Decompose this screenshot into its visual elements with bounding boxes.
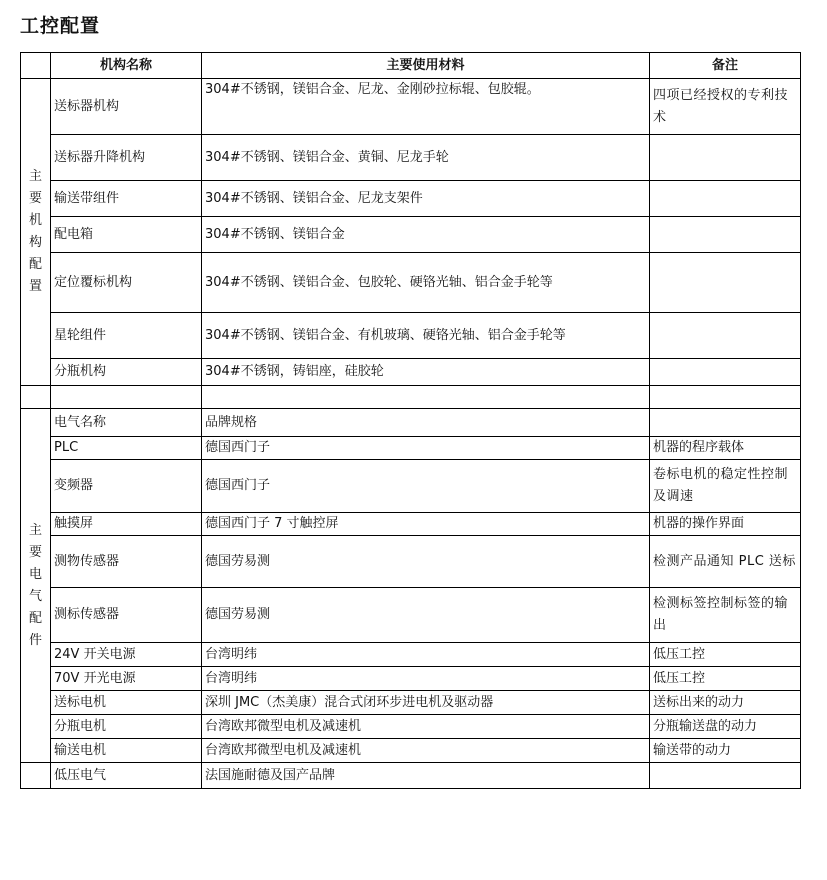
row-material: 德国西门子 [202, 460, 650, 513]
row-name: 输送电机 [51, 739, 202, 763]
row-material: 304#不锈钢、镁铝合金、黄铜、尼龙手轮 [202, 135, 650, 181]
document-title: 工控配置 [20, 15, 101, 37]
row-material: 304#不锈钢、镁铝合金、包胶轮、硬铬光轴、铝合金手轮等 [202, 253, 650, 313]
row-note: 机器的程序载体 [650, 437, 801, 460]
table-row [21, 513, 801, 536]
table-row [21, 253, 801, 313]
row-name: 分瓶电机 [51, 715, 202, 739]
row-name: PLC [51, 437, 202, 460]
table-row [21, 359, 801, 386]
row-note: 机器的操作界面 [650, 513, 801, 536]
row-name: 测标传感器 [51, 588, 202, 643]
row-name: 触摸屏 [51, 513, 202, 536]
row-material: 品牌规格 [202, 409, 650, 437]
row-name: 送标电机 [51, 691, 202, 715]
header-row [21, 53, 801, 79]
blank-cell [21, 386, 51, 409]
row-material: 台湾明纬 [202, 667, 650, 691]
row-name: 送标器升降机构 [51, 135, 202, 181]
row-note: 分瓶输送盘的动力 [650, 715, 801, 739]
row-material: 深圳 JMC（杰美康）混合式闭环步进电机及驱动器 [202, 691, 650, 715]
row-material: 德国劳易测 [202, 536, 650, 588]
row-name: 测物传感器 [51, 536, 202, 588]
table-row [21, 536, 801, 588]
row-material: 德国西门子 7 寸触控屏 [202, 513, 650, 536]
mechanical-group-label: 主 要 机 构 配 置 [21, 79, 51, 386]
table-row [21, 643, 801, 667]
row-material: 法国施耐德及国产品牌 [202, 763, 650, 789]
table-row [21, 135, 801, 181]
row-note [650, 217, 801, 253]
row-material: 304#不锈钢、镁铝合金、尼龙支架件 [202, 181, 650, 217]
header-material: 主要使用材料 [202, 53, 650, 79]
row-material: 304#不锈钢，镁铝合金、尼龙、金刚砂拉标辊、包胶辊。 [202, 79, 650, 135]
row-name: 星轮组件 [51, 313, 202, 359]
row-note: 低压工控 [650, 667, 801, 691]
row-name: 分瓶机构 [51, 359, 202, 386]
table-row [21, 691, 801, 715]
table-row [21, 217, 801, 253]
row-material: 德国劳易测 [202, 588, 650, 643]
table-row [21, 437, 801, 460]
row-note [650, 359, 801, 386]
row-material: 304#不锈钢，铸铝座，硅胶轮 [202, 359, 650, 386]
header-note: 备注 [650, 53, 801, 79]
blank-separator-row [21, 386, 801, 409]
header-group [21, 53, 51, 79]
row-note [650, 253, 801, 313]
row-material: 台湾欧邦微型电机及减速机 [202, 715, 650, 739]
row-note [650, 409, 801, 437]
row-name: 电气名称 [51, 409, 202, 437]
row-name: 24V 开关电源 [51, 643, 202, 667]
row-material: 台湾欧邦微型电机及减速机 [202, 739, 650, 763]
blank-cell [650, 386, 801, 409]
table-row [21, 409, 801, 437]
table-row [21, 763, 801, 789]
row-material: 德国西门子 [202, 437, 650, 460]
row-note: 送标出来的动力 [650, 691, 801, 715]
table-row [21, 79, 801, 135]
row-note [650, 763, 801, 789]
blank-cell [202, 386, 650, 409]
row-note: 检测标签控制标签的输出 [650, 588, 801, 643]
config-table [20, 52, 801, 789]
row-name: 定位覆标机构 [51, 253, 202, 313]
row-note [650, 313, 801, 359]
row-note: 四项已经授权的专利技术 [650, 79, 801, 135]
row-material: 304#不锈钢、镁铝合金、有机玻璃、硬铬光轴、铝合金手轮等 [202, 313, 650, 359]
table-row [21, 715, 801, 739]
table-row [21, 667, 801, 691]
row-name: 输送带组件 [51, 181, 202, 217]
electrical-group-label: 主 要 电 气 配 件 [21, 409, 51, 763]
table-row [21, 181, 801, 217]
blank-cell [51, 386, 202, 409]
row-note: 低压工控 [650, 643, 801, 667]
row-note [650, 135, 801, 181]
table-row [21, 588, 801, 643]
row-note: 检测产品通知 PLC 送标 [650, 536, 801, 588]
table-row [21, 313, 801, 359]
blank-cell [21, 763, 51, 789]
row-name: 70V 开光电源 [51, 667, 202, 691]
row-name: 送标器机构 [51, 79, 202, 135]
row-material: 304#不锈钢、镁铝合金 [202, 217, 650, 253]
row-note: 输送带的动力 [650, 739, 801, 763]
row-name: 低压电气 [51, 763, 202, 789]
row-note [650, 181, 801, 217]
row-name: 变频器 [51, 460, 202, 513]
row-note: 卷标电机的稳定性控制及调速 [650, 460, 801, 513]
row-material: 台湾明纬 [202, 643, 650, 667]
table-row [21, 739, 801, 763]
table-row [21, 460, 801, 513]
header-name: 机构名称 [51, 53, 202, 79]
row-name: 配电箱 [51, 217, 202, 253]
